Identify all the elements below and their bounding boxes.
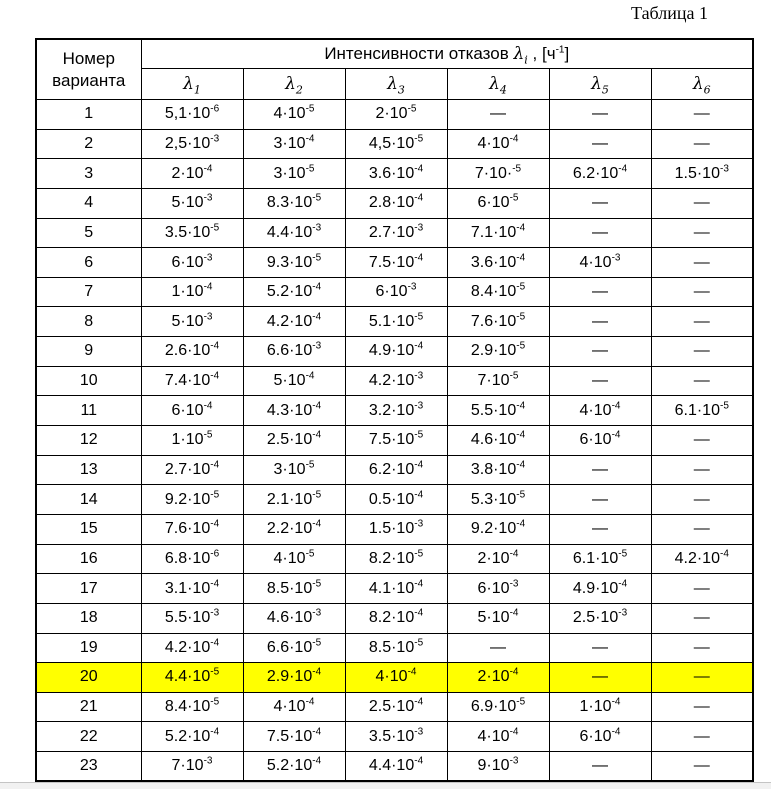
value-cell: — <box>549 129 651 159</box>
table-row <box>36 692 753 722</box>
variant-cell: 8 <box>36 307 141 337</box>
value-cell: $4.6\cdot 10^{-3}$ <box>243 603 345 633</box>
table-row <box>36 722 753 752</box>
variant-cell: 7 <box>36 277 141 307</box>
table-row <box>36 188 753 218</box>
value-cell: — <box>447 100 549 130</box>
value-cell: $7.5\cdot 10^{-4}$ <box>243 722 345 752</box>
value-cell: $4.2\cdot 10^{-4}$ <box>141 633 243 663</box>
value-cell: $2\cdot 10^{-4}$ <box>141 159 243 189</box>
value-cell: — <box>651 218 753 248</box>
value-cell: $2,5\cdot 10^{-3}$ <box>141 129 243 159</box>
value-cell: $4.4\cdot 10^{-4}$ <box>345 752 447 782</box>
value-cell: — <box>651 307 753 337</box>
units-close-text: ] <box>564 44 570 63</box>
table-row <box>36 426 753 456</box>
value-cell: $4\cdot 10^{-4}$ <box>345 663 447 693</box>
value-cell: $2\cdot 10^{-4}$ <box>447 663 549 693</box>
value-cell: — <box>651 692 753 722</box>
value-cell: — <box>651 129 753 159</box>
variant-cell: 14 <box>36 485 141 515</box>
table-row <box>36 218 753 248</box>
value-cell: $6.1\cdot 10^{-5}$ <box>549 544 651 574</box>
variant-cell: 10 <box>36 366 141 396</box>
table-row <box>36 603 753 633</box>
value-cell: $4.2\cdot 10^{-3}$ <box>345 366 447 396</box>
value-cell: — <box>549 337 651 367</box>
table-row <box>36 129 753 159</box>
value-cell: $2.5\cdot 10^{-3}$ <box>549 603 651 633</box>
lambda-symbol: λ <box>513 44 525 64</box>
value-cell: $4.9\cdot 10^{-4}$ <box>345 337 447 367</box>
value-cell: $5\cdot 10^{-4}$ <box>243 366 345 396</box>
value-cell: $8.2\cdot 10^{-5}$ <box>345 544 447 574</box>
value-cell: — <box>549 455 651 485</box>
value-cell: $3\cdot 10^{-5}$ <box>243 455 345 485</box>
value-cell: $2.7\cdot 10^{-3}$ <box>345 218 447 248</box>
table-row <box>36 248 753 278</box>
value-cell: $3.5\cdot 10^{-5}$ <box>141 218 243 248</box>
value-cell: $3.5\cdot 10^{-3}$ <box>345 722 447 752</box>
variant-cell: 1 <box>36 100 141 130</box>
value-cell: $1\cdot 10^{-4}$ <box>549 692 651 722</box>
table-row <box>36 366 753 396</box>
value-cell: — <box>651 455 753 485</box>
value-cell: $8.4\cdot 10^{-5}$ <box>141 692 243 722</box>
value-cell: — <box>651 574 753 604</box>
value-cell: $5.5\cdot 10^{-4}$ <box>447 396 549 426</box>
value-cell: $6\cdot 10^{-3}$ <box>447 574 549 604</box>
value-cell: $8.3\cdot 10^{-5}$ <box>243 188 345 218</box>
value-cell: $2.8\cdot 10^{-4}$ <box>345 188 447 218</box>
units-open-text: , [ч <box>527 44 556 63</box>
value-cell: — <box>651 663 753 693</box>
value-cell: $9\cdot 10^{-3}$ <box>447 752 549 782</box>
value-cell: $4.4\cdot 10^{-5}$ <box>141 663 243 693</box>
value-cell: $5\cdot 10^{-3}$ <box>141 307 243 337</box>
variant-cell: 6 <box>36 248 141 278</box>
variant-cell: 16 <box>36 544 141 574</box>
value-cell: $1\cdot 10^{-5}$ <box>141 426 243 456</box>
value-cell: — <box>651 277 753 307</box>
value-cell: $7.4\cdot 10^{-4}$ <box>141 366 243 396</box>
value-cell: $8.4\cdot 10^{-5}$ <box>447 277 549 307</box>
value-cell: $5.1\cdot 10^{-5}$ <box>345 307 447 337</box>
value-cell: $4.2\cdot 10^{-4}$ <box>243 307 345 337</box>
value-cell: $8.5\cdot 10^{-5}$ <box>345 633 447 663</box>
value-cell: $4.6\cdot 10^{-4}$ <box>447 426 549 456</box>
value-cell: $2.5\cdot 10^{-4}$ <box>243 426 345 456</box>
value-cell: $6\cdot 10^{-3}$ <box>345 277 447 307</box>
value-cell: $7.6\cdot 10^{-5}$ <box>447 307 549 337</box>
table-row <box>36 396 753 426</box>
value-cell: $2.6\cdot 10^{-4}$ <box>141 337 243 367</box>
value-cell: $4,5\cdot 10^{-5}$ <box>345 129 447 159</box>
value-cell: $3.6\cdot 10^{-4}$ <box>345 159 447 189</box>
value-cell: $6.6\cdot 10^{-5}$ <box>243 633 345 663</box>
table-row <box>36 663 753 693</box>
value-cell: $2.1\cdot 10^{-5}$ <box>243 485 345 515</box>
value-cell: $5.3\cdot 10^{-5}$ <box>447 485 549 515</box>
value-cell: $6.2\cdot 10^{-4}$ <box>345 455 447 485</box>
value-cell: — <box>549 752 651 782</box>
column-header-failure-intensities <box>141 39 753 69</box>
variant-cell: 15 <box>36 514 141 544</box>
value-cell: $1.5\cdot 10^{-3}$ <box>345 514 447 544</box>
variant-cell: 23 <box>36 752 141 782</box>
value-cell: $4.1\cdot 10^{-4}$ <box>345 574 447 604</box>
value-cell: — <box>651 188 753 218</box>
value-cell: — <box>549 100 651 130</box>
table-row <box>36 455 753 485</box>
variant-cell: 13 <box>36 455 141 485</box>
window-bottom-strip <box>0 782 771 789</box>
table-row <box>36 633 753 663</box>
value-cell: — <box>447 633 549 663</box>
value-cell: $3.1\cdot 10^{-4}$ <box>141 574 243 604</box>
value-cell: $4\cdot 10^{-4}$ <box>243 692 345 722</box>
value-cell: — <box>549 633 651 663</box>
value-cell: $6\cdot 10^{-5}$ <box>447 188 549 218</box>
value-cell: $6.1\cdot 10^{-5}$ <box>651 396 753 426</box>
value-cell: $6.8\cdot 10^{-6}$ <box>141 544 243 574</box>
value-cell: — <box>651 633 753 663</box>
lambda-subscript-i: i <box>524 53 528 67</box>
value-cell: — <box>651 603 753 633</box>
value-cell: $5.2\cdot 10^{-4}$ <box>141 722 243 752</box>
value-cell: $5.2\cdot 10^{-4}$ <box>243 752 345 782</box>
value-cell: $4.2\cdot 10^{-4}$ <box>651 544 753 574</box>
variant-cell: 19 <box>36 633 141 663</box>
table-row <box>36 277 753 307</box>
value-cell: $3\cdot 10^{-5}$ <box>243 159 345 189</box>
value-cell: $4\cdot 10^{-4}$ <box>447 722 549 752</box>
value-cell: $4.3\cdot 10^{-4}$ <box>243 396 345 426</box>
variant-cell: 3 <box>36 159 141 189</box>
value-cell: $2.7\cdot 10^{-4}$ <box>141 455 243 485</box>
value-cell: $7.1\cdot 10^{-4}$ <box>447 218 549 248</box>
variant-header-line1: Номер <box>62 49 115 69</box>
value-cell: $5\cdot 10^{-3}$ <box>141 188 243 218</box>
table-body <box>36 100 753 782</box>
variant-cell: 21 <box>36 692 141 722</box>
value-cell: — <box>651 722 753 752</box>
value-cell: — <box>549 188 651 218</box>
column-header-variant-number <box>36 39 141 100</box>
table-row <box>36 514 753 544</box>
variant-cell: 5 <box>36 218 141 248</box>
value-cell: $3.6\cdot 10^{-4}$ <box>447 248 549 278</box>
table-row <box>36 337 753 367</box>
value-cell: $4\cdot 10^{-3}$ <box>549 248 651 278</box>
column-header-lambda-6: $\lambda_6$ <box>651 69 753 100</box>
column-header-lambda-4: $\lambda_4$ <box>447 69 549 100</box>
value-cell: $2.5\cdot 10^{-4}$ <box>345 692 447 722</box>
table-row <box>36 307 753 337</box>
value-cell: $6\cdot 10^{-4}$ <box>549 426 651 456</box>
value-cell: $5\cdot 10^{-4}$ <box>447 603 549 633</box>
table-row <box>36 100 753 130</box>
value-cell: $5.5\cdot 10^{-3}$ <box>141 603 243 633</box>
column-header-lambda-1: $\lambda_1$ <box>141 69 243 100</box>
column-header-lambda-3: $\lambda_3$ <box>345 69 447 100</box>
value-cell: $6\cdot 10^{-4}$ <box>141 396 243 426</box>
column-header-lambda-5: $\lambda_5$ <box>549 69 651 100</box>
value-cell: $3.2\cdot 10^{-3}$ <box>345 396 447 426</box>
value-cell: — <box>651 248 753 278</box>
value-cell: — <box>549 514 651 544</box>
variant-cell: 9 <box>36 337 141 367</box>
table-row <box>36 574 753 604</box>
value-cell: $6.6\cdot 10^{-3}$ <box>243 337 345 367</box>
table-row <box>36 159 753 189</box>
value-cell: — <box>549 663 651 693</box>
value-cell: $1.5\cdot 10^{-3}$ <box>651 159 753 189</box>
variant-cell: 22 <box>36 722 141 752</box>
value-cell: $7\cdot 10^{-5}$ <box>447 366 549 396</box>
value-cell: 7·10·$^{-5}$ <box>447 159 549 189</box>
variant-header-line2: варианта <box>52 70 126 90</box>
value-cell: $7.6\cdot 10^{-4}$ <box>141 514 243 544</box>
variant-cell: 20 <box>36 663 141 693</box>
value-cell: $7.5\cdot 10^{-5}$ <box>345 426 447 456</box>
value-cell: — <box>549 485 651 515</box>
value-cell: $2\cdot 10^{-4}$ <box>447 544 549 574</box>
value-cell: $9.3\cdot 10^{-5}$ <box>243 248 345 278</box>
table-row <box>36 485 753 515</box>
value-cell: — <box>651 514 753 544</box>
value-cell: $4\cdot 10^{-5}$ <box>243 544 345 574</box>
value-cell: $5.2\cdot 10^{-4}$ <box>243 277 345 307</box>
value-cell: — <box>549 307 651 337</box>
value-cell: $8.5\cdot 10^{-5}$ <box>243 574 345 604</box>
value-cell: $3.8\cdot 10^{-4}$ <box>447 455 549 485</box>
lambda-header-row <box>36 69 753 100</box>
value-cell: $8.2\cdot 10^{-4}$ <box>345 603 447 633</box>
variant-cell: 4 <box>36 188 141 218</box>
value-cell: $7.5\cdot 10^{-4}$ <box>345 248 447 278</box>
value-cell: $6\cdot 10^{-4}$ <box>549 722 651 752</box>
table-row <box>36 544 753 574</box>
value-cell: — <box>651 100 753 130</box>
units-exponent: -1 <box>555 44 565 56</box>
value-cell: $4\cdot 10^{-4}$ <box>549 396 651 426</box>
value-cell: $6\cdot 10^{-3}$ <box>141 248 243 278</box>
value-cell: $2.9\cdot 10^{-5}$ <box>447 337 549 367</box>
failure-rates-table <box>35 38 754 782</box>
value-cell: $2\cdot 10^{-5}$ <box>345 100 447 130</box>
value-cell: $5,1\cdot 10^{-6}$ <box>141 100 243 130</box>
value-cell: $3\cdot 10^{-4}$ <box>243 129 345 159</box>
value-cell: — <box>549 366 651 396</box>
value-cell: $7\cdot 10^{-3}$ <box>141 752 243 782</box>
value-cell: $6.2\cdot 10^{-4}$ <box>549 159 651 189</box>
value-cell: $2.2\cdot 10^{-4}$ <box>243 514 345 544</box>
value-cell: $9.2\cdot 10^{-5}$ <box>141 485 243 515</box>
value-cell: — <box>549 218 651 248</box>
value-cell: — <box>549 277 651 307</box>
table-row <box>36 752 753 782</box>
table-caption: Таблица 1 <box>631 3 708 23</box>
value-cell: — <box>651 485 753 515</box>
value-cell: $6.9\cdot 10^{-5}$ <box>447 692 549 722</box>
value-cell: $4.4\cdot 10^{-3}$ <box>243 218 345 248</box>
variant-cell: 2 <box>36 129 141 159</box>
variant-cell: 17 <box>36 574 141 604</box>
value-cell: — <box>651 752 753 782</box>
value-cell: $9.2\cdot 10^{-4}$ <box>447 514 549 544</box>
intensities-label-text: Интенсивности отказов <box>324 44 514 63</box>
value-cell: $4\cdot 10^{-4}$ <box>447 129 549 159</box>
variant-cell: 18 <box>36 603 141 633</box>
variant-cell: 11 <box>36 396 141 426</box>
value-cell: — <box>651 426 753 456</box>
value-cell: $0.5\cdot 10^{-4}$ <box>345 485 447 515</box>
variant-cell: 12 <box>36 426 141 456</box>
value-cell: $4.9\cdot 10^{-4}$ <box>549 574 651 604</box>
value-cell: — <box>651 337 753 367</box>
value-cell: $2.9\cdot 10^{-4}$ <box>243 663 345 693</box>
column-header-lambda-2: $\lambda_2$ <box>243 69 345 100</box>
value-cell: — <box>651 366 753 396</box>
value-cell: $4\cdot 10^{-5}$ <box>243 100 345 130</box>
value-cell: $1\cdot 10^{-4}$ <box>141 277 243 307</box>
